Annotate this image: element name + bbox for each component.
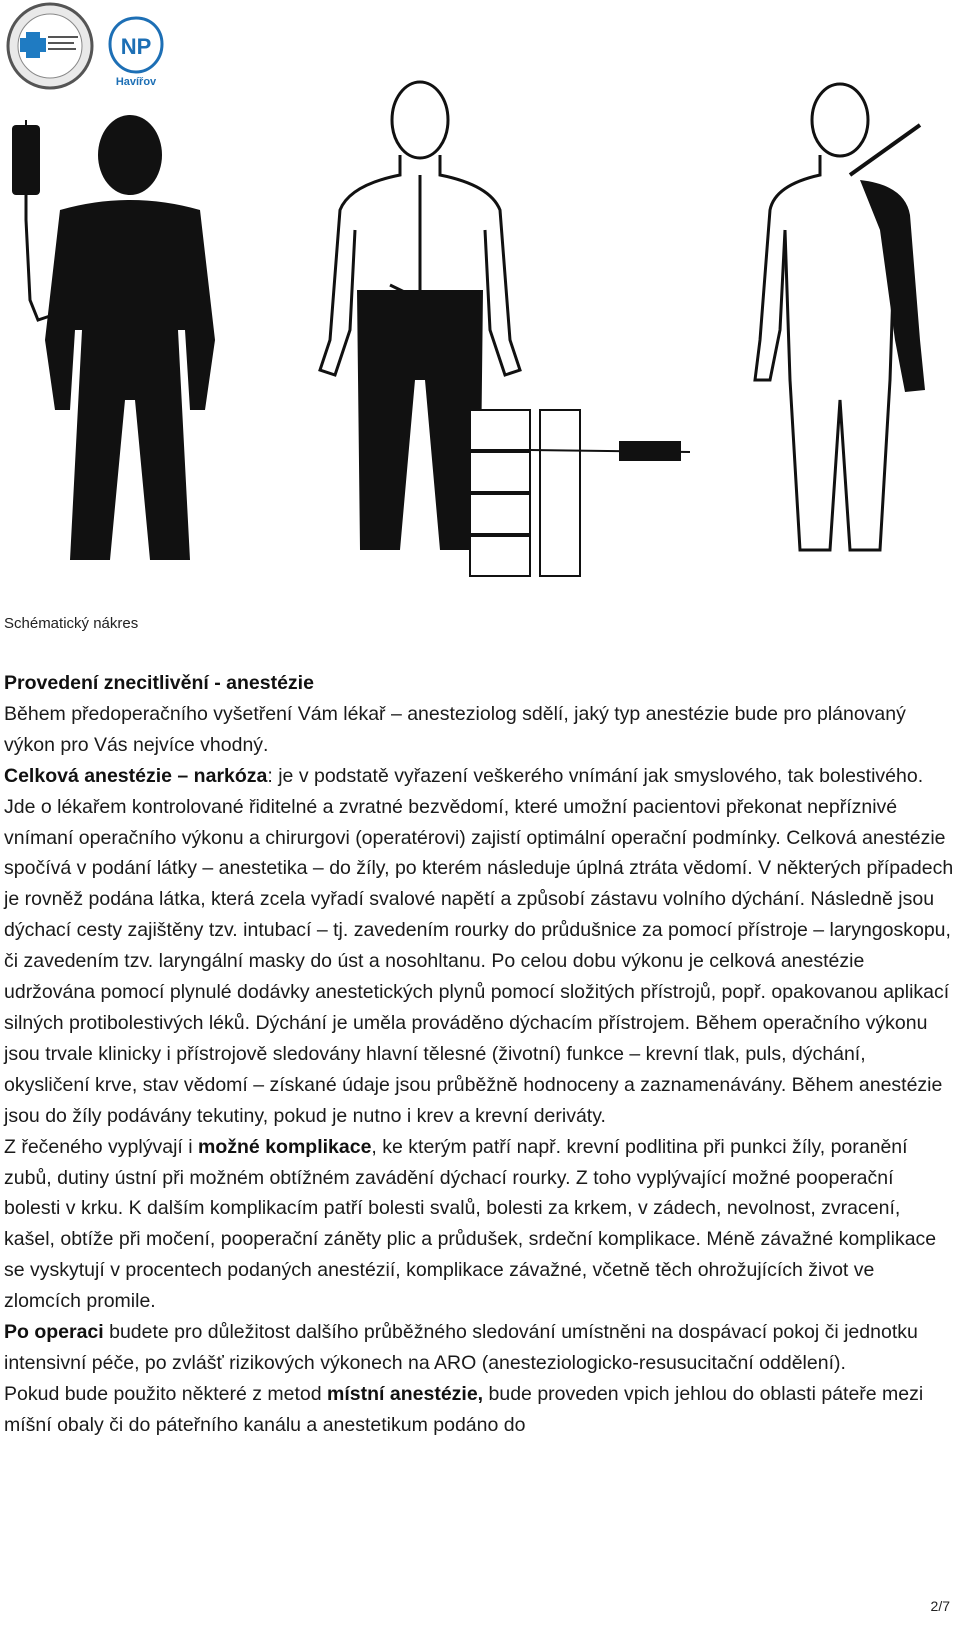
svg-text:NP: NP (120, 34, 152, 59)
page-number: 2/7 (930, 1598, 950, 1614)
local-anesthesia-paragraph: Pokud bude použito některé z metod místní anestézie, bude proveden vpich jehlou do oblasti páteře mezi míšní obaly či do páteřního kanálu a anestetikum podáno do (4, 1382, 924, 1436)
general-anesthesia-term: Celková anestézie – narkóza (4, 764, 268, 787)
hospital-logo (108, 16, 164, 86)
quality-seal-logo (2, 2, 98, 92)
complications-term: možné komplikace (198, 1135, 372, 1158)
after-surgery-paragraph: Po operaci budete pro důležitost dalšího průběžného sledování umístněni na dospávací pokoj či jednotku intensivní péče, po zvlášť rizikových výkonech na ARO (anesteziologicko-resusucitační oddělení). (4, 1321, 918, 1374)
arm-block-figure (755, 84, 895, 550)
anesthesia-text (4, 668, 954, 1441)
local-anesthesia-term: místní anestézie, (327, 1382, 484, 1405)
intro-paragraph: Během předoperačního vyšetření Vám lékař – anesteziolog sdělí, jaký typ anestézie bude pro plánovaný výkon pro Vás nejvíce vhodný. (4, 702, 906, 756)
figure-caption: Schématický nákres (4, 615, 139, 632)
iv-infusion-figure (12, 115, 215, 560)
section-heading: Provedení znecitlivění - anestézie (4, 672, 314, 694)
spine-section (470, 410, 690, 576)
hospital-city: Havířov (115, 76, 157, 88)
complications-paragraph: Z řečeného vyplývají i možné komplikace, ke kterým patří např. krevní podlitina při punkci žíly, poranění zubů, dutiny ústní při možném obtížném zavádění dýchací rourky. Z toho vyplývající možné pooperační bolesti v krku. K dalším komplikacím patří bolesti svalů, bolesti za krkem, v zádech, nevolnost, zvracení, kašel, obtíže při močení, pooperační záněty plic a průdušek, srdeční komplikace. Méně závažné komplikace se vyskytují v procentech podaných anestézií, komplikace závažné, včetně těch ohrožujících život ve zlomcích promile. (4, 1135, 937, 1313)
after-surgery-term: Po operaci (4, 1321, 104, 1344)
anesthesia-diagram (0, 80, 960, 590)
general-anesthesia-paragraph: Celková anestézie – narkóza: je v podstatě vyřazení veškerého vnímání jak smyslového, tak bolestivého. Jde o lékařem kontrolované řiditelné a zvratné bezvědomí, které umožní pacientovi překonat nepříznivé vnímaní operačního výkonu a chirurgovi (operatérovi) zajistí optimální operační podmínky. Celková anestézie spočívá v podání látky – anestetika – do žíly, po kterém následuje úplná ztráta vědomí. V některých případech je rovněž podána látka, která zcela vyřadí svalové napětí a způsobí zástavu volního dýchání. Následně jsou dýchací cesty zajištěny tzv. intubací – tj. zavedením rourky do průdušnice za pomocí přístroje – laryngoskopu, či zavedením tzv. laryngální masky do úst a nosohltanu. Po celou dobu výkonu je celková anestézie udržována pomocí plynulé dodávky anestetických plynů pomocí složitých přístrojů, popř. opakovanou aplikací silných protibolestivých léků. Dýchání je uměla prováděno dýchacím přístrojem. Během operačního výkonu jsou trvale klinicky i přístrojově sledovány hlavní tělesné (životní) funkce – krevní tlak, puls, dýchání, okysličení krve, stav vědomí – získané údaje jsou průběžně hodnoceny a zaznamenávány. Během anestézie jsou do žíly podávány tekutiny, pokud je nutno i krev a krevní deriváty. (4, 764, 954, 1127)
